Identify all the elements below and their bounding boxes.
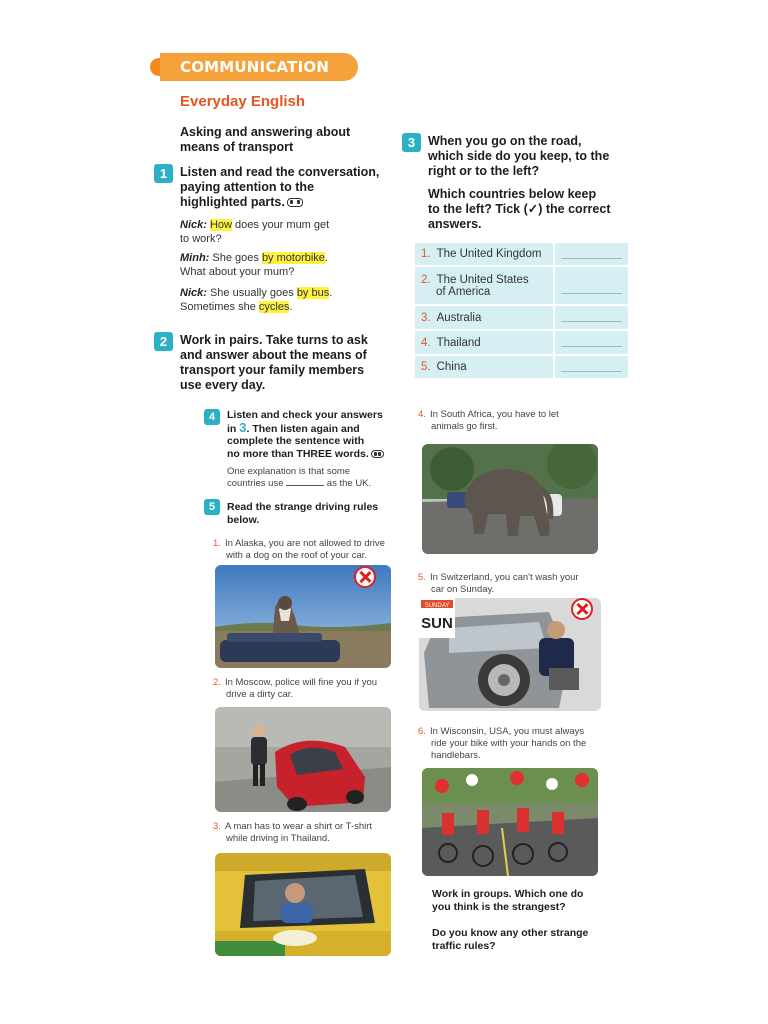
group-question-2	[432, 927, 588, 953]
rule-text: In Moscow, police will fine you if you	[224, 677, 378, 688]
ex3-q2-line-2: to the left? Tick (✓) the correct	[428, 202, 611, 216]
dialogue-text: She usually goes	[209, 287, 297, 299]
country-name: The United Kingdom	[436, 248, 542, 260]
country-name-continued: of America	[436, 285, 491, 298]
rule-text: car on Sunday.	[431, 584, 495, 595]
tick-answer-field[interactable]	[554, 330, 629, 355]
question-line: you think is the strangest?	[432, 901, 566, 913]
highlight: cycles	[258, 301, 290, 313]
row-number: 5.	[421, 361, 431, 373]
rule-3	[213, 821, 372, 845]
gap-fill-blank[interactable]	[286, 478, 324, 486]
exercise-1-instruction	[180, 165, 379, 210]
rule-1	[213, 538, 385, 562]
topic-line-2: means of transport	[180, 140, 294, 154]
sign-main-text: SUN	[421, 615, 453, 632]
highlight: by bus	[296, 287, 330, 299]
ex1-line-1: Listen and read the conversation,	[180, 165, 380, 179]
dialogue-text: .	[324, 252, 328, 264]
ex5-line-2: below.	[227, 513, 260, 526]
country-name: The United States	[436, 273, 529, 286]
table-row	[414, 266, 629, 305]
dialogue-line-2	[180, 251, 380, 279]
ex4-line-1: Listen and check your answers	[227, 409, 383, 421]
dialogue-text: Sometimes she	[180, 301, 259, 313]
highlight: by motorbike	[261, 252, 325, 264]
rule-5	[418, 572, 579, 596]
audio-icon[interactable]	[371, 450, 384, 458]
rule-text: handlebars.	[431, 750, 481, 761]
dialogue-text: does your mum get	[231, 219, 330, 231]
ex2-line-1: Work in pairs. Take turns to ask	[180, 333, 368, 347]
sign-top-text: SUNDAY	[424, 603, 450, 609]
rule-text: In Alaska, you are not allowed to drive	[224, 538, 385, 549]
country-cell	[414, 330, 554, 355]
row-number: 2.	[421, 273, 431, 286]
exercise-3-question	[428, 134, 609, 179]
dialogue-text: .	[289, 301, 293, 313]
communication-banner	[150, 53, 358, 81]
rule-text: while driving in Thailand.	[226, 833, 330, 844]
photo-police-red-car	[215, 707, 391, 812]
rule-text: A man has to wear a shirt or T-shirt	[224, 821, 373, 832]
rule-number: 6.	[418, 726, 426, 737]
ex5-line-1: Read the strange driving rules	[227, 501, 379, 513]
country-cell	[414, 305, 554, 330]
audio-icon[interactable]	[287, 198, 303, 207]
rule-text: with a dog on the roof of your car.	[226, 550, 368, 561]
ex2-line-2: and answer about the means of	[180, 348, 367, 362]
exercise-2-number: 2	[154, 332, 173, 351]
photo-cyclists-parade	[422, 768, 598, 876]
table-row	[414, 355, 629, 379]
banner-title: COMMUNICATION	[180, 58, 330, 76]
question-line: Work in groups. Which one do	[432, 888, 584, 900]
table-row	[414, 242, 629, 266]
ex3-line-3: right or to the left?	[428, 164, 540, 178]
rule-number: 1.	[213, 538, 221, 549]
row-number: 1.	[421, 248, 431, 260]
exercise-1-number: 1	[154, 164, 173, 183]
photo-elephant-crossing	[422, 444, 598, 554]
table-row	[414, 330, 629, 355]
tick-answer-field[interactable]	[554, 266, 629, 305]
ex1-line-2: paying attention to the	[180, 180, 315, 194]
prohibited-icon	[571, 598, 593, 620]
country-cell	[414, 266, 554, 305]
table-row	[414, 305, 629, 330]
ex3-q2-line-3: answers.	[428, 217, 482, 231]
exercise-3-instruction	[428, 187, 611, 232]
highlight: How	[209, 219, 232, 231]
topic-heading	[180, 125, 350, 155]
rule-text: In Switzerland, you can't wash your	[429, 572, 579, 583]
tick-answer-field[interactable]	[554, 305, 629, 330]
rule-number: 4.	[418, 409, 426, 420]
photo-taxi-driver	[215, 853, 391, 956]
ex4-line-3: complete the sentence with	[227, 435, 365, 447]
rule-number: 2.	[213, 677, 221, 688]
rule-number: 5.	[418, 572, 426, 583]
speaker-name: Nick:	[180, 287, 207, 299]
rule-2	[213, 677, 377, 701]
rule-text: ride your bike with your hands on the	[431, 738, 587, 749]
ex2-line-4: use every day.	[180, 378, 266, 392]
exercise-5-number: 5	[204, 499, 220, 515]
dialogue-line-1	[180, 218, 380, 246]
exercise-5-instruction	[227, 501, 378, 526]
topic-line-1: Asking and answering about	[180, 125, 351, 139]
section-subtitle: Everyday English	[180, 93, 306, 110]
group-question-1	[432, 888, 583, 914]
rule-text: In Wisconsin, USA, you must always	[429, 726, 585, 737]
dialogue-text: She goes	[212, 252, 262, 264]
rule-number: 3.	[213, 821, 221, 832]
tick-answer-field[interactable]	[554, 355, 629, 379]
rule-text: animals go first.	[431, 421, 498, 432]
ex4-text: . Then listen again and	[246, 422, 360, 435]
question-line: Do you know any other strange	[432, 927, 589, 939]
country-name: China	[436, 361, 467, 373]
ex2-line-3: transport your family members	[180, 363, 365, 377]
ex1-line-3: highlighted parts.	[180, 195, 285, 209]
exercise-reference: 3	[239, 419, 247, 435]
prohibited-icon	[354, 566, 376, 588]
sentence-text: countries use	[227, 478, 284, 489]
country-cell	[414, 355, 554, 379]
country-cell	[414, 242, 554, 266]
question-line: traffic rules?	[432, 940, 496, 952]
country-name: Australia	[436, 311, 482, 324]
exercise-3-number: 3	[402, 133, 421, 152]
exercise-4-instruction	[227, 409, 384, 460]
exercise-4-sentence	[227, 466, 371, 490]
speaker-name: Minh:	[180, 252, 210, 264]
rule-4	[418, 409, 559, 433]
dialogue-text: What about your mum?	[180, 266, 295, 278]
exercise-2-instruction	[180, 333, 368, 393]
dialogue-text: .	[329, 287, 333, 299]
ex4-line-4: no more than THREE words.	[227, 447, 369, 460]
row-number: 3.	[421, 311, 431, 324]
exercise-4-number: 4	[204, 409, 220, 425]
dialogue-line-3	[180, 286, 380, 314]
country-name: Thailand	[436, 336, 481, 349]
dialogue-text: to work?	[180, 233, 222, 245]
ex3-line-1: When you go on the road,	[428, 134, 582, 148]
tick-answer-field[interactable]	[554, 242, 629, 266]
speaker-name: Nick:	[180, 219, 207, 231]
ex3-q2-line-1: Which countries below keep	[428, 187, 597, 201]
ex3-line-2: which side do you keep, to the	[428, 149, 610, 163]
rule-text: In South Africa, you have to let	[429, 409, 559, 420]
countries-table	[413, 241, 630, 380]
ex4-text: in	[227, 422, 240, 435]
sentence-line-1: One explanation is that some	[227, 466, 351, 477]
rule-6	[418, 726, 586, 762]
sentence-text: as the UK.	[326, 478, 372, 489]
row-number: 4.	[421, 336, 431, 349]
rule-text: drive a dirty car.	[226, 689, 294, 700]
